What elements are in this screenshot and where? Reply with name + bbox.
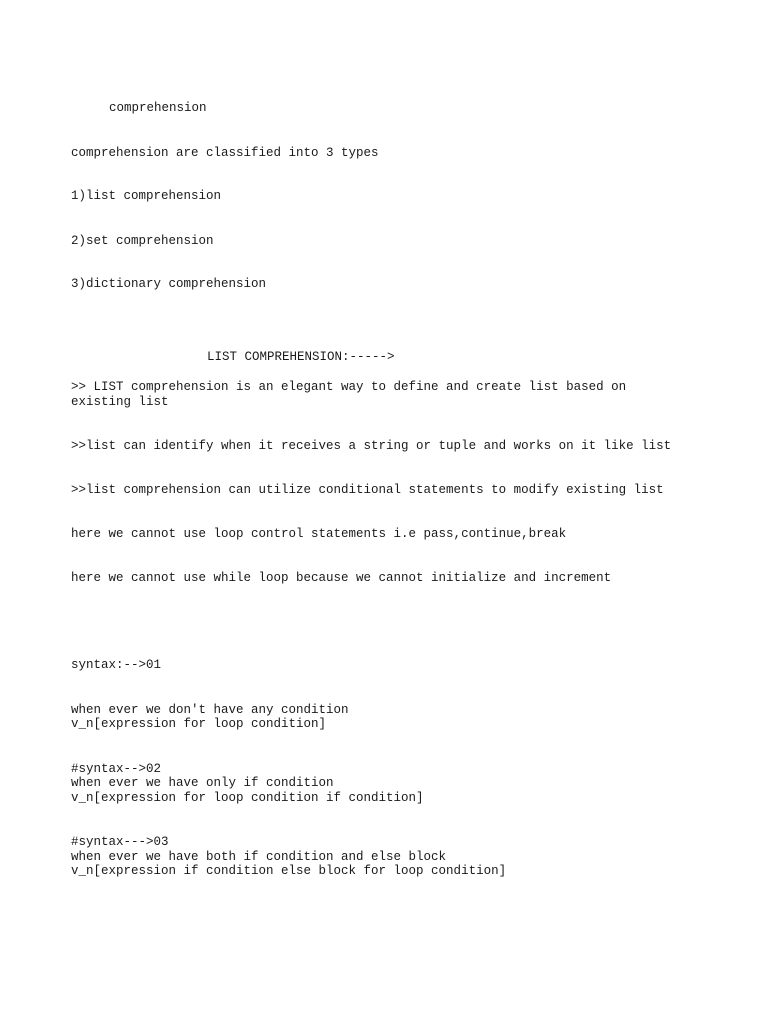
syntax-label: syntax:-->01 [71, 658, 162, 672]
syntax-code: v_n[expression if condition else block for loop condition] [71, 864, 507, 878]
syntax-description: when ever we don't have any condition [71, 703, 349, 717]
syntax-description: when ever we have only if condition [71, 776, 334, 790]
type-list-item: 3)dictionary comprehension [71, 277, 267, 291]
note-line: here we cannot use loop control statements i.e pass,continue,break [71, 527, 567, 541]
syntax-label: #syntax--->03 [71, 835, 169, 849]
note-line: here we cannot use while loop because we cannot initialize and increment [71, 571, 612, 585]
point-line: >>list can identify when it receives a string or tuple and works on it like list [71, 439, 672, 453]
syntax-code: v_n[expression for loop condition if condition] [71, 791, 424, 805]
type-list-item: 1)list comprehension [71, 189, 222, 203]
intro-text: comprehension are classified into 3 types [71, 146, 379, 160]
type-list-item: 2)set comprehension [71, 234, 214, 248]
syntax-code: v_n[expression for loop condition] [71, 717, 327, 731]
point-line: >> LIST comprehension is an elegant way to define and create list based on [71, 380, 627, 394]
syntax-label: #syntax-->02 [71, 762, 162, 776]
section-heading: LIST COMPREHENSION:-----> [207, 350, 395, 364]
syntax-description: when ever we have both if condition and else block [71, 850, 447, 864]
point-line: existing list [71, 395, 169, 409]
point-line: >>list comprehension can utilize conditional statements to modify existing list [71, 483, 664, 497]
document-title: comprehension [109, 101, 207, 115]
